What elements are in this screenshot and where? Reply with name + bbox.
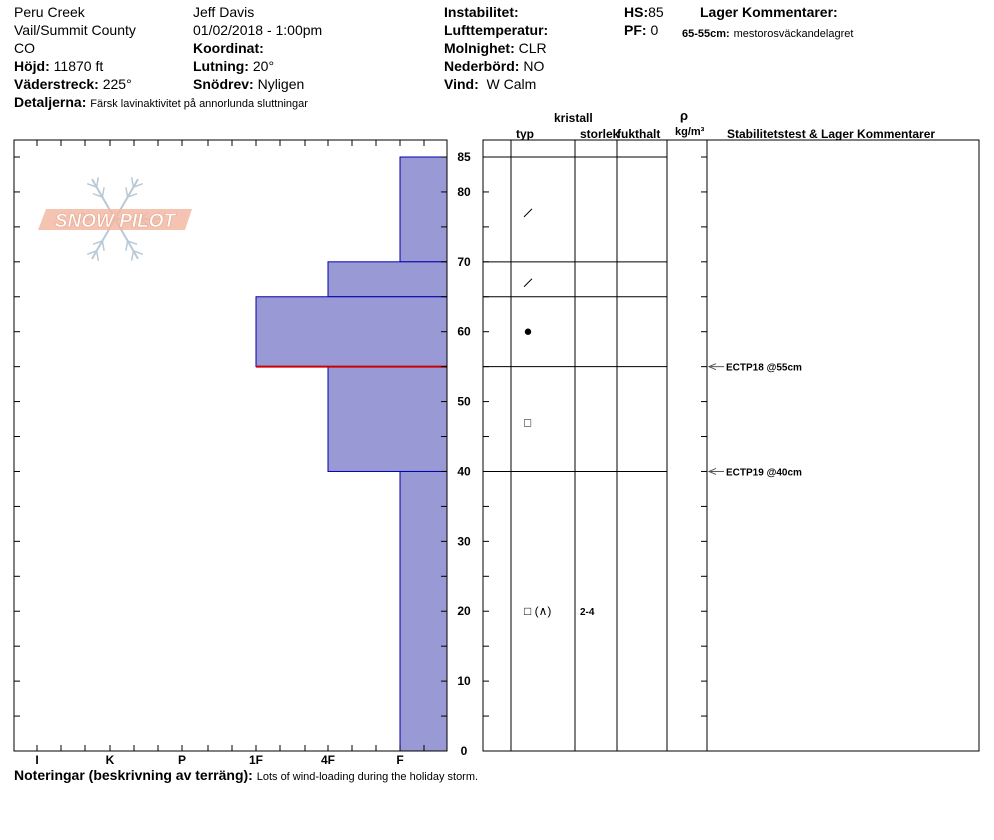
slope-value: 20°	[252, 58, 275, 74]
grain-symbol-rounded	[525, 329, 531, 335]
type-header: typ	[516, 127, 534, 141]
hs-label: HS:	[624, 4, 649, 20]
wind-value: W Calm	[486, 76, 537, 92]
pf-value: 0	[650, 22, 659, 38]
hardness-label-f: F	[396, 753, 404, 767]
stability-test-label: ECTP18 @55cm	[726, 362, 802, 374]
hs-value: 85	[648, 4, 664, 20]
hardness-layer-40-0	[400, 471, 447, 751]
depth-label: 80	[457, 184, 471, 199]
wind-label: Vind:	[444, 76, 479, 92]
grain-symbol-faceted: □ (∧)	[524, 604, 552, 619]
state: CO	[14, 40, 35, 56]
snowflake-branch	[102, 241, 104, 251]
snowflake-branch	[97, 177, 99, 187]
hardness-label-1f: 1F	[248, 753, 264, 767]
hardness-label-p: P	[177, 753, 187, 767]
precip-value: NO	[523, 58, 545, 74]
stability-tests	[709, 363, 802, 479]
rho-header: ρ	[680, 108, 689, 123]
snowflake-branch	[126, 241, 128, 251]
grain-symbol-precip	[524, 279, 532, 287]
snowflake-branch	[132, 177, 134, 187]
stability-header: Stabilitetstest & Lager Kommentarer	[727, 127, 936, 141]
stability-test-label: ECTP19 @40cm	[726, 467, 802, 479]
region: Vail/Summit County	[14, 22, 136, 38]
depth-label: 85	[457, 150, 471, 164]
pf-label: PF:	[624, 22, 647, 38]
grain-symbols	[524, 209, 595, 618]
airtemp-label: Lufttemperatur:	[444, 22, 549, 38]
aspect-label: Väderstreck:	[14, 76, 99, 92]
crystal-header: kristall	[554, 111, 593, 125]
snowflake-branch	[132, 251, 134, 261]
snowflake-branch	[102, 187, 104, 197]
depth-label: 10	[457, 674, 471, 689]
sky-label: Molnighet:	[444, 40, 515, 56]
hardness-label-4f: 4F	[320, 753, 336, 767]
details-label: Detaljerna:	[14, 94, 87, 110]
hardness-label-k: K	[105, 753, 115, 767]
grain-symbol-precip	[524, 209, 532, 217]
layer-comment-depth: 65-55cm:	[682, 28, 730, 40]
layer-comments-label: Lager Kommentarer:	[700, 4, 838, 20]
notes-row	[14, 767, 478, 785]
precip-label: Nederbörd:	[444, 58, 520, 74]
grain-size-label: 2-4	[580, 607, 595, 619]
elevation-label: Höjd:	[14, 58, 50, 74]
snowflake-branch	[97, 251, 99, 261]
elevation-value: 11870 ft	[53, 58, 104, 74]
hardness-layer-70-65	[328, 262, 447, 297]
hardness-layer-65-55	[256, 297, 447, 367]
datetime: 01/02/2018 - 1:00pm	[193, 22, 323, 38]
drift-value: Nyligen	[257, 76, 305, 92]
snowpilot-logo	[38, 177, 192, 260]
depth-label: 20	[457, 604, 471, 619]
hardness-layer-55-40	[328, 367, 447, 472]
depth-label: 60	[457, 324, 471, 339]
grain-table-frame	[483, 140, 979, 751]
snowflake-branch	[126, 187, 128, 197]
instability-label: Instabilitet:	[444, 4, 519, 20]
slope-label: Lutning:	[193, 58, 249, 74]
size-header: storlek	[580, 127, 620, 141]
hardness-layers	[256, 157, 447, 751]
depth-label: 70	[457, 254, 471, 269]
layer-table-grid	[483, 140, 707, 751]
notes-label: Noteringar (beskrivning av terräng):	[14, 767, 253, 783]
depth-label: 0	[460, 744, 468, 758]
depth-label: 40	[457, 464, 471, 479]
depth-label: 50	[457, 394, 471, 409]
grain-symbol-faceted: □	[524, 415, 532, 430]
sky-value: CLR	[518, 40, 547, 56]
density-unit-header: kg/m³	[675, 126, 705, 138]
coordinate-label: Koordinat:	[193, 40, 264, 56]
logo-text: SNOW PILOT	[54, 211, 176, 232]
depth-label: 30	[457, 534, 471, 549]
hardness-label-i: I	[35, 753, 39, 767]
layer-comment-text: mestorosväckandelagret	[733, 28, 854, 40]
drift-label: Snödrev:	[193, 76, 254, 92]
details-value: Färsk lavinaktivitet på annorlunda sluttningar	[90, 98, 308, 110]
observer: Jeff Davis	[193, 4, 255, 20]
notes-text: Lots of wind-loading during the holiday storm.	[256, 771, 479, 783]
hardness-layer-85-70	[400, 157, 447, 262]
moisture-header: fukthalt	[617, 127, 661, 141]
location: Peru Creek	[14, 4, 85, 20]
aspect-value: 225°	[102, 76, 132, 92]
